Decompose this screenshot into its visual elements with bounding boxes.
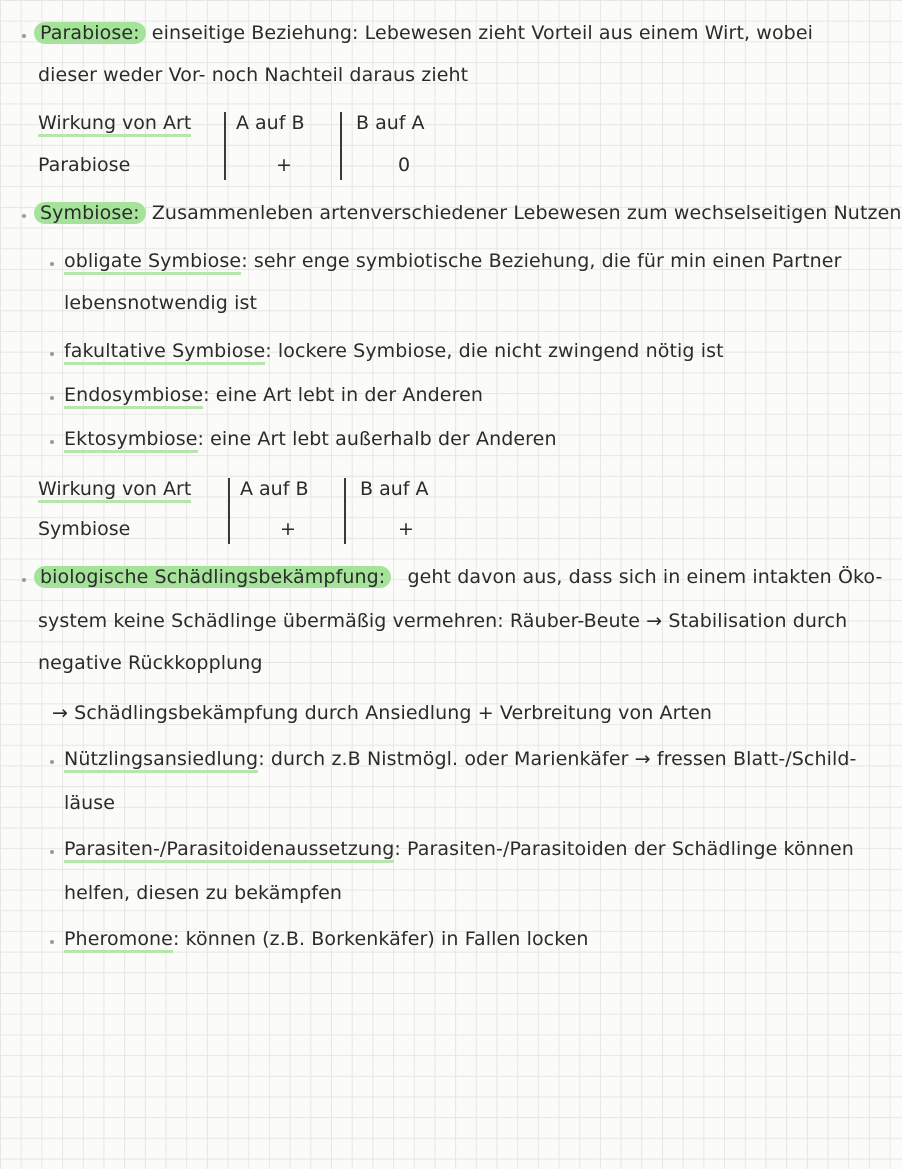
table-header-b-on-a: B auf A [360,478,429,500]
symbiose-item-obligate-cont: lebensnotwendig ist [64,292,258,314]
symbiose-item-endo: Endosymbiose: eine Art lebt in der Anderen [64,382,483,409]
table-row-label: Parabiose [38,154,131,176]
table-value-b-on-a: 0 [398,154,411,176]
bio-term: biologische Schädlingsbekämpfung: [34,566,391,588]
bio-definition: geht davon aus, dass sich in einem intakten Öko- [407,566,883,588]
parabiose-line-1 [34,20,813,46]
bullet-dot [50,760,54,764]
bullet-dot [22,34,26,38]
symbiose-item-obligate: obligate Symbiose: sehr enge symbiotische Beziehung, die für min einen Partner [64,248,842,275]
table-header-a-on-b: A auf B [236,112,305,134]
bio-item-parasiten: Parasiten-/Parasitoidenaussetzung: Parasiten-/Parasitoiden der Schädlinge können [64,836,854,863]
table-divider [344,478,346,544]
parabiose-term: Parabiose: [34,22,146,44]
parabiose-line-2: dieser weder Vor- noch Nachteil daraus zieht [38,64,469,86]
table-divider [224,112,226,180]
bullet-dot [22,578,26,582]
table-divider [340,112,342,180]
bio-line-3: negative Rückkopplung [38,652,263,674]
symbiose-term: Symbiose: [34,202,146,224]
symbiose-item-ekto: Ektosymbiose: eine Art lebt außerhalb der Anderen [64,426,557,453]
bio-line-1 [34,564,882,590]
table-row-label: Symbiose [38,518,131,540]
parabiose-definition: einseitige Beziehung: Lebewesen zieht Vorteil aus einem Wirt, wobei [151,22,813,44]
bullet-dot [50,262,54,266]
table-divider [228,478,230,544]
table-value-a-on-b: + [276,154,292,176]
table-header-effect: Wirkung von Art [38,476,191,503]
table-header-a-on-b: A auf B [240,478,309,500]
bio-item-nuetzlinge-cont: läuse [64,792,116,814]
bullet-dot [50,396,54,400]
bullet-dot [50,352,54,356]
table-header-b-on-a: B auf A [356,112,425,134]
symbiose-definition: Zusammenleben artenverschiedener Lebewesen zum wechselseitigen Nutzen [151,202,902,224]
bio-item-pheromone: Pheromone: können (z.B. Borkenkäfer) in Fallen locken [64,926,589,953]
table-value-b-on-a: + [398,518,414,540]
symbiose-line-1 [34,200,902,226]
bio-arrow-line: → Schädlingsbekämpfung durch Ansiedlung + Verbreitung von Arten [52,702,713,724]
bio-item-nuetzlinge: Nützlingsansiedlung: durch z.B Nistmögl. oder Marienkäfer → fressen Blatt-/Schild- [64,746,857,773]
bullet-dot [50,850,54,854]
bullet-dot [50,940,54,944]
bio-item-parasiten-cont: helfen, diesen zu bekämpfen [64,882,343,904]
bullet-dot [22,214,26,218]
bullet-dot [50,440,54,444]
table-value-a-on-b: + [280,518,296,540]
symbiose-item-fakultativ: fakultative Symbiose: lockere Symbiose, die nicht zwingend nötig ist [64,338,724,365]
bio-line-2: system keine Schädlinge übermäßig vermehren: Räuber-Beute → Stabilisation durch [38,610,848,632]
table-header-effect: Wirkung von Art [38,110,191,137]
